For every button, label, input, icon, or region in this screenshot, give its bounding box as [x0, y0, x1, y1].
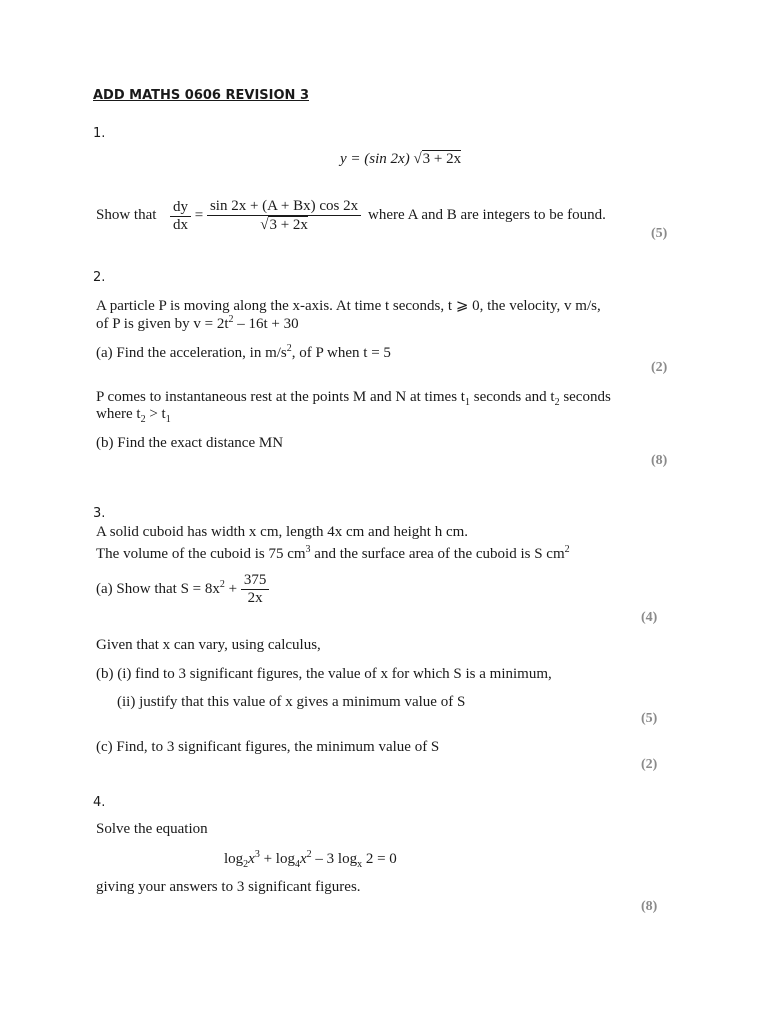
- q3-part-a-2: +: [224, 580, 238, 597]
- q1-derivative: [170, 198, 361, 234]
- q4-instruction: Solve the equation: [96, 821, 208, 837]
- q1-equation: [340, 150, 461, 168]
- log-1: log: [224, 851, 244, 867]
- q1-equation-root: 3 + 2x: [422, 151, 462, 167]
- question-3-number: 3.: [93, 506, 106, 521]
- superscript: 2: [286, 343, 292, 354]
- question-4-number: 4.: [93, 795, 106, 810]
- q1-tail: where A and B are integers to be found.: [368, 207, 606, 223]
- log-pow-2: 2: [306, 849, 312, 860]
- result-fraction: [207, 198, 361, 234]
- equals-sign: =: [194, 207, 204, 224]
- fraction-denominator: 2x: [247, 590, 263, 606]
- subscript: 1: [464, 397, 470, 408]
- q3-part-c: (c) Find, to 3 significant figures, the minimum value of S: [96, 739, 440, 755]
- q4-mark: (8): [641, 899, 658, 914]
- q2-mark-b: (8): [651, 453, 668, 468]
- result-denominator: √3 + 2x: [260, 217, 308, 233]
- q2-line4-b: > t: [145, 406, 166, 422]
- log-base-3: x: [357, 859, 363, 870]
- log-end: 2 = 0: [362, 851, 397, 867]
- dy-dx-fraction: [170, 199, 191, 234]
- question-2-number: 2.: [93, 270, 106, 285]
- q2-line3-b: seconds and t: [469, 389, 555, 405]
- superscript: 3: [305, 544, 311, 555]
- page-title: ADD MATHS 0606 REVISION 3: [93, 88, 309, 103]
- superscript: 2: [228, 314, 234, 325]
- log-minus: – 3 log: [311, 851, 358, 867]
- q2-line4-a: where t: [96, 406, 141, 422]
- q3-part-a-1: (a) Show that S = 8x: [96, 580, 220, 597]
- q4-equation: [224, 849, 397, 870]
- q2-line3-a: P comes to instantaneous rest at the points M and N at times t: [96, 389, 465, 405]
- result-numerator: sin 2x + (A + Bx) cos 2x: [207, 198, 361, 216]
- superscript: 2: [564, 544, 570, 555]
- q2-part-a-1: (a) Find the acceleration, in m/s: [96, 345, 287, 361]
- q3-line1: A solid cuboid has width x cm, length 4x cm and height h cm.: [96, 524, 469, 540]
- q3-part-b-i: (b) (i) find to 3 significant figures, the value of x for which S is a minimum,: [96, 666, 552, 682]
- subscript: 2: [140, 414, 146, 425]
- q1-equation-lhs: y = (sin 2x): [340, 151, 410, 167]
- q2-line3-c: seconds: [559, 389, 611, 405]
- q2-part-b: (b) Find the exact distance MN: [96, 435, 284, 451]
- q2-line4: [96, 406, 171, 425]
- q3-part-a: [96, 572, 269, 607]
- q2-line2: [96, 314, 299, 333]
- q3-line2-b: and the surface area of the cuboid is S cm: [310, 546, 565, 562]
- dy-text: dy: [170, 199, 191, 217]
- q4-giving: giving your answers to 3 significant figures.: [96, 879, 361, 895]
- q3-line2-a: The volume of the cuboid is 75 cm: [96, 546, 306, 562]
- subscript: 2: [554, 397, 560, 408]
- q3-mark-c: (2): [641, 757, 658, 772]
- q3-mark-a: (4): [641, 610, 658, 625]
- q2-part-a-2: , of P when t = 5: [291, 345, 391, 361]
- q2-line1: A particle P is moving along the x-axis. At time t seconds, t ⩾ 0, the velocity, v m/s,: [96, 298, 601, 314]
- q2-line2-b: – 16t + 30: [233, 316, 299, 332]
- q3-given: Given that x can vary, using calculus,: [96, 637, 321, 653]
- log-base-2: 4: [294, 859, 300, 870]
- q2-mark-a: (2): [651, 360, 668, 375]
- q3-part-b-ii: (ii) justify that this value of x gives a minimum value of S: [117, 694, 466, 710]
- denominator-root: 3 + 2x: [269, 217, 308, 233]
- sqrt-symbol: √: [413, 151, 422, 167]
- fraction-numerator: 375: [241, 572, 270, 590]
- q1-show-that: Show that: [96, 207, 157, 223]
- log-base-1: 2: [243, 859, 249, 870]
- q2-part-a: [96, 343, 391, 362]
- log-pow-1: 3: [254, 849, 260, 860]
- q3-fraction: [241, 572, 270, 607]
- q1-mark: (5): [651, 226, 668, 241]
- superscript: 2: [219, 578, 225, 590]
- q2-line3: [96, 389, 611, 408]
- dx-text: dx: [173, 216, 188, 233]
- question-1-number: 1.: [93, 126, 106, 141]
- q3-mark-b: (5): [641, 711, 658, 726]
- q2-line2-a: of P is given by v = 2t: [96, 316, 229, 332]
- log-arg-2: x: [299, 851, 307, 867]
- log-plus: + log: [259, 851, 295, 867]
- log-arg-1: x: [248, 851, 255, 867]
- q3-line2: [96, 544, 570, 563]
- subscript: 1: [165, 414, 171, 425]
